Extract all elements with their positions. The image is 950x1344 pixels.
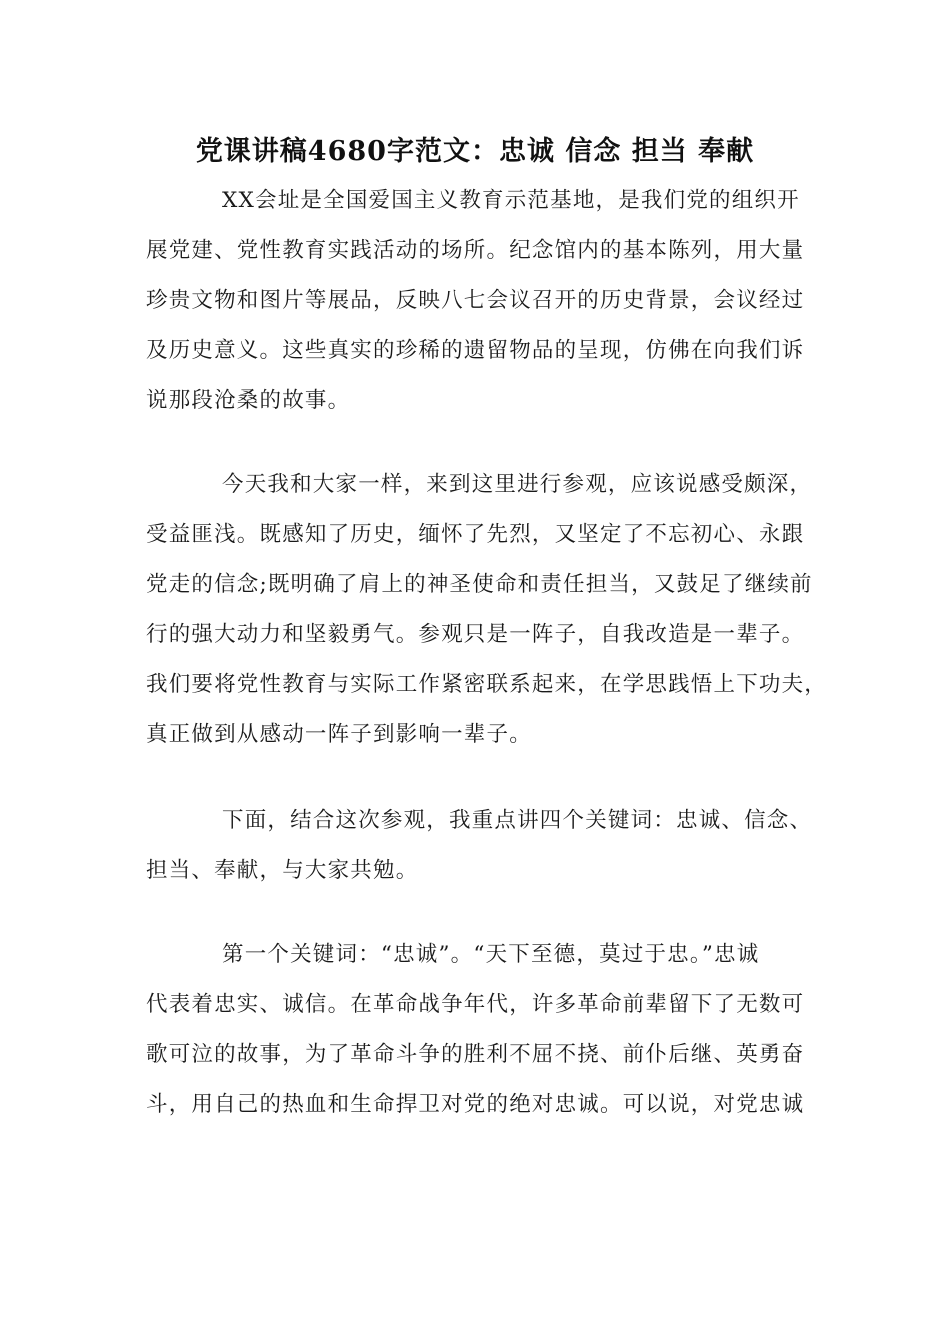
paragraph-3-line-2: 担当、奉献，与大家共勉。 — [146, 858, 419, 883]
paragraph-3-line-1: 下面，结合这次参观，我重点讲四个关键词：忠诚、信念、 — [222, 808, 813, 833]
paragraph-4-line-3: 歌可泣的故事，为了革命斗争的胜利不屈不挠、前仆后继、英勇奋 — [146, 1042, 805, 1067]
paragraph-2-line-2: 受益匪浅。既感知了历史，缅怀了先烈，又坚定了不忘初心、永跟 — [146, 522, 805, 547]
paragraph-1-line-5: 说那段沧桑的故事。 — [146, 388, 351, 413]
paragraph-2-line-6: 真正做到从感动一阵子到影响一辈子。 — [146, 722, 532, 747]
paragraph-1-line-1: XX会址是全国爱国主义教育示范基地，是我们党的组织开 — [222, 188, 800, 213]
paragraph-1-line-3: 珍贵文物和图片等展品，反映八七会议召开的历史背景，会议经过 — [146, 288, 805, 313]
paragraph-2-line-5: 我们要将党性教育与实际工作紧密联系起来，在学思践悟上下功夫， — [146, 672, 828, 697]
paragraph-2-line-1: 今天我和大家一样，来到这里进行参观，应该说感受颇深， — [222, 472, 813, 497]
paragraph-2-line-4: 行的强大动力和坚毅勇气。参观只是一阵子，自我改造是一辈子。 — [146, 622, 805, 647]
paragraph-1-line-4: 及历史意义。这些真实的珍稀的遗留物品的呈现，仿佛在向我们诉 — [146, 338, 805, 363]
paragraph-2-line-3: 党走的信念;既明确了肩上的神圣使命和责任担当，又鼓足了继续前 — [146, 572, 813, 597]
paragraph-4-line-1: 第一个关键词：“忠诚”。“天下至德，莫过于忠。”忠诚 — [222, 942, 760, 967]
paragraph-1-line-2: 展党建、党性教育实践活动的场所。纪念馆内的基本陈列，用大量 — [146, 238, 805, 263]
paragraph-4-line-4: 斗，用自己的热血和生命捍卫对党的绝对忠诚。可以说，对党忠诚 — [146, 1092, 805, 1117]
document-title: 党课讲稿4680字范文：忠诚 信念 担当 奉献 — [195, 136, 755, 167]
paragraph-4-line-2: 代表着忠实、诚信。在革命战争年代，许多革命前辈留下了无数可 — [146, 992, 805, 1017]
